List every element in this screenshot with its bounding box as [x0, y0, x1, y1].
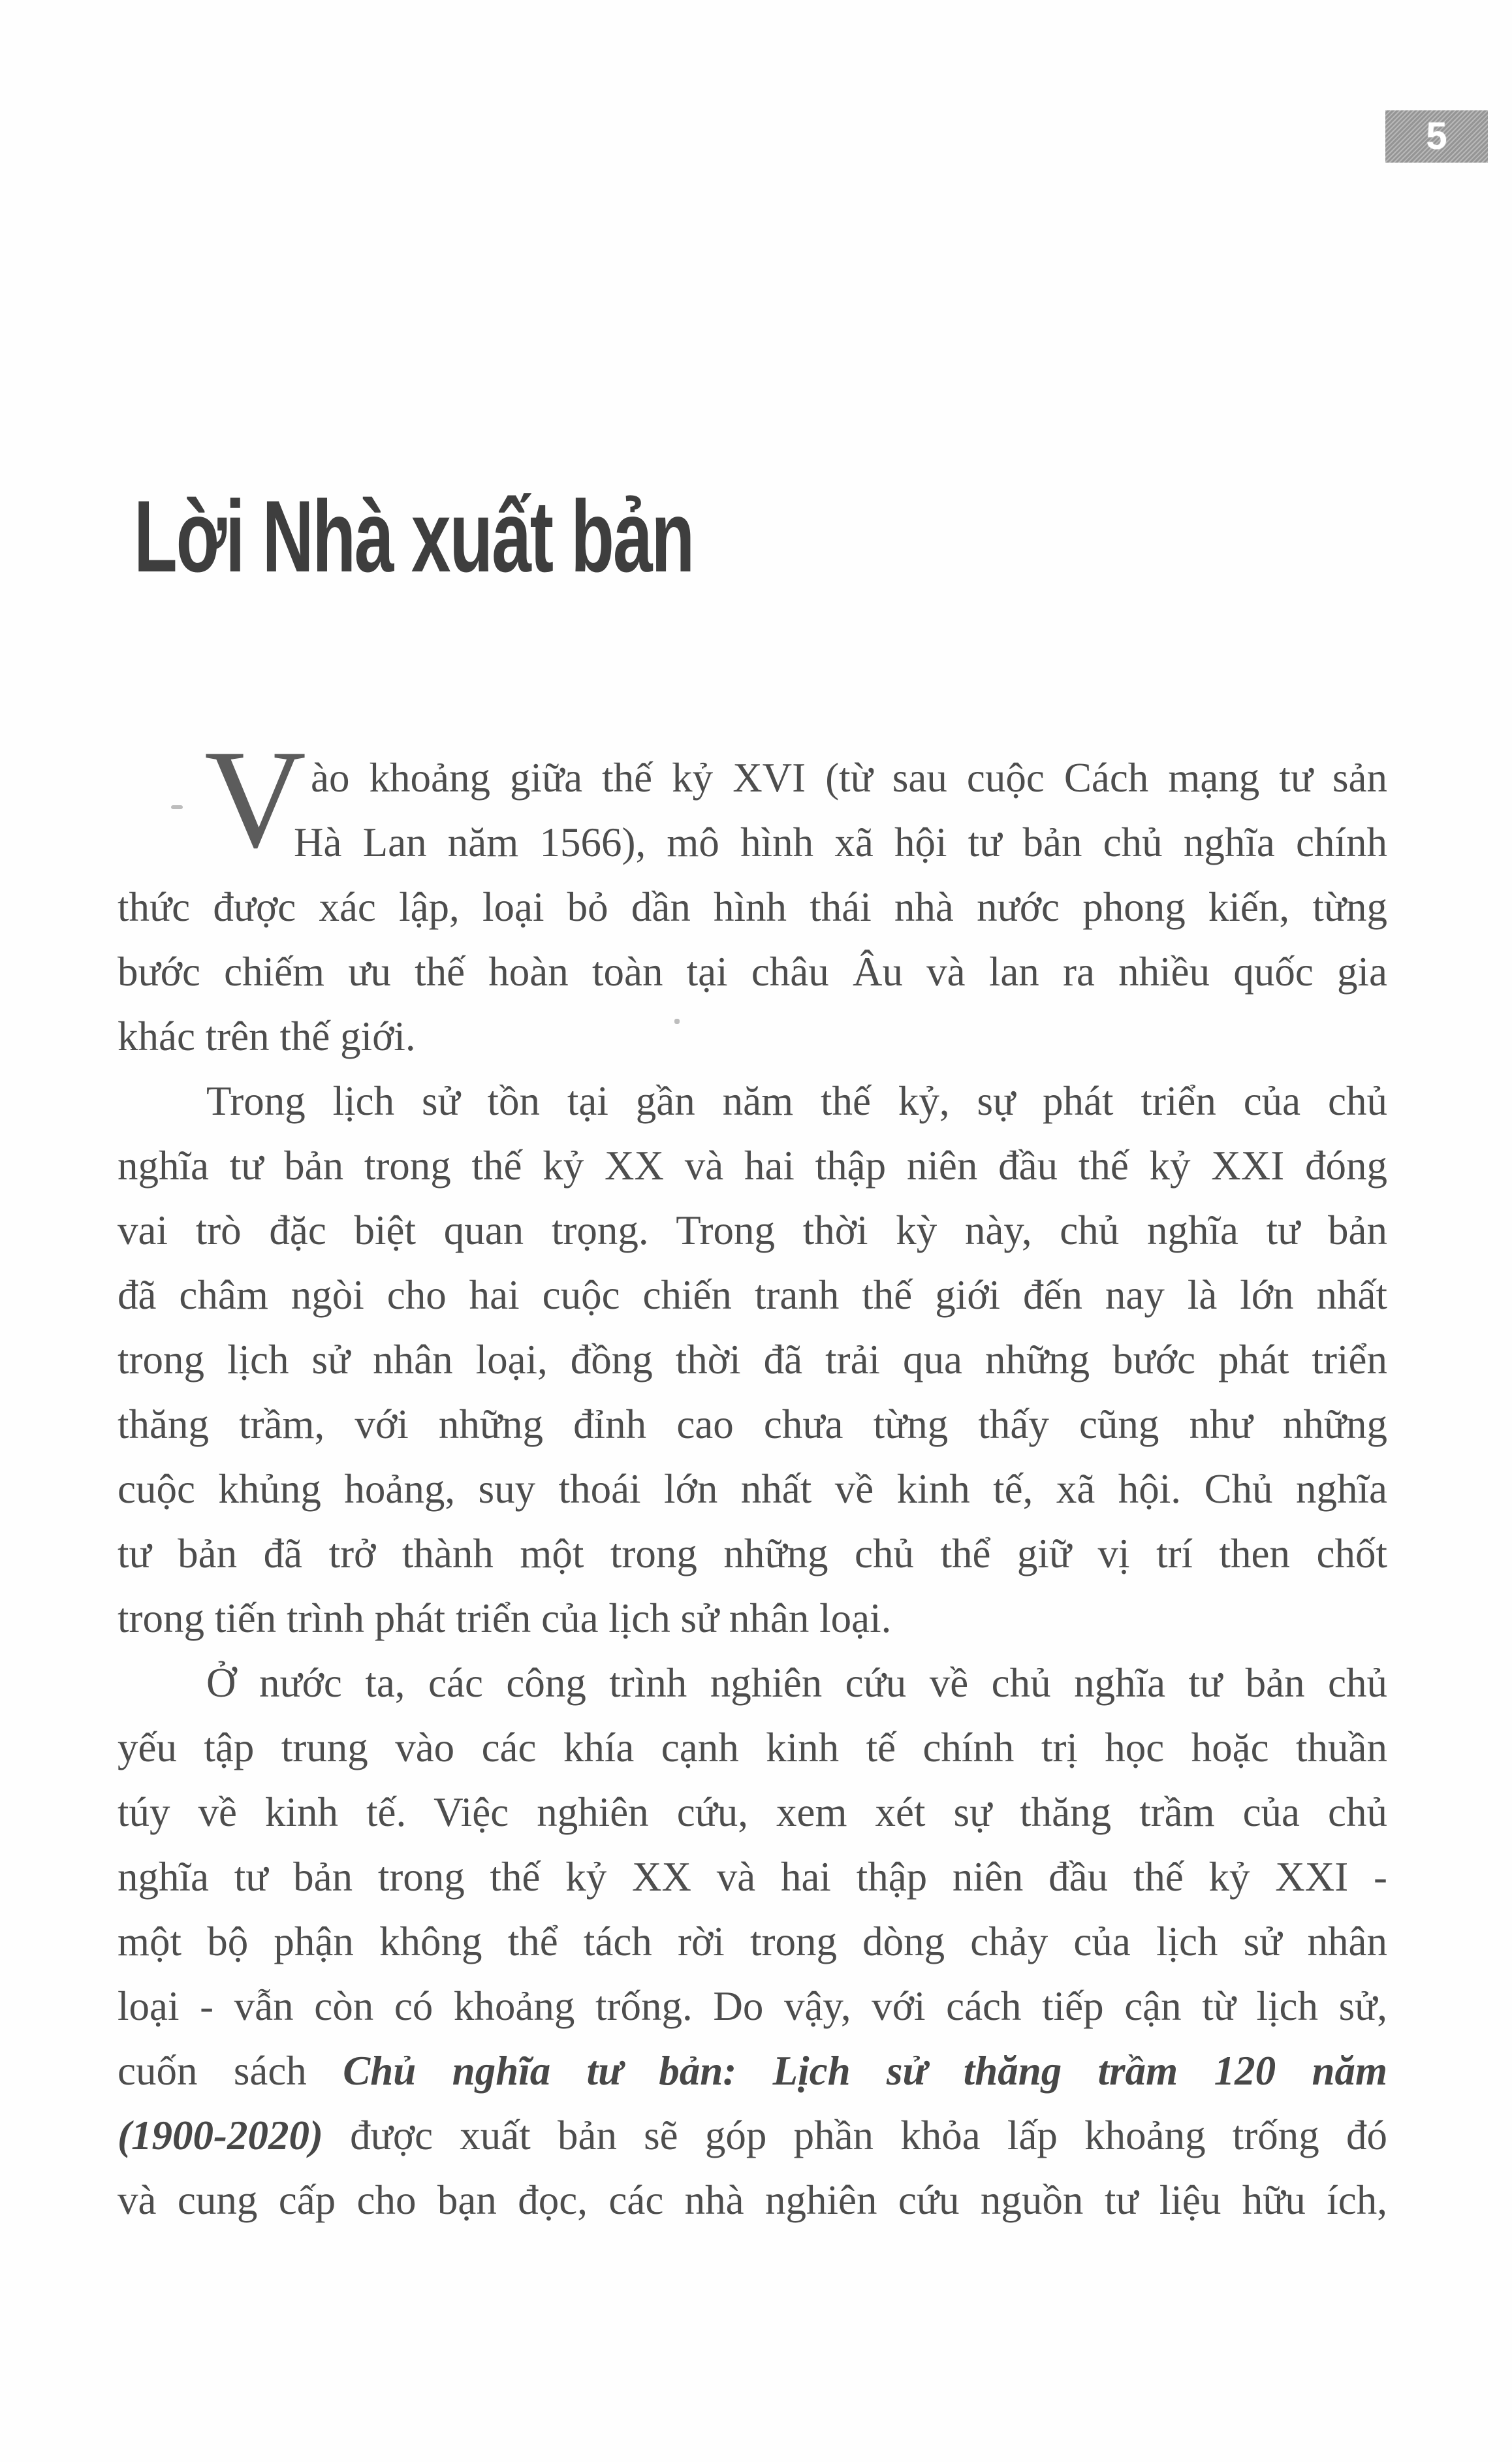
- paragraph-3: [118, 1651, 1387, 2233]
- text-line: Hà Lan năm 1566), mô hình xã hội tư bản chủ nghĩa chính: [294, 820, 1387, 865]
- dropcap-letter: V: [204, 721, 306, 877]
- text-line: Ở nước ta, các công trình nghiên cứu về chủ nghĩa tư bản chủ: [206, 1660, 1387, 1706]
- text-line: khác trên thế giới.: [118, 1014, 416, 1059]
- body-text: [118, 721, 1387, 2233]
- book-title-segment: (1900-2020): [118, 2113, 323, 2158]
- text-segment: được xuất bản sẽ góp phần khỏa lấp khoảng trống đó: [323, 2113, 1387, 2158]
- paragraph-1: [118, 721, 1387, 1069]
- text-line: ào khoảng giữa thế kỷ XVI (từ sau cuộc Cách mạng tư sản: [311, 755, 1387, 801]
- text-line: nghĩa tư bản trong thế kỷ XX và hai thập niên đầu thế kỷ XXI -: [118, 1854, 1387, 1900]
- text-line: loại - vẫn còn có khoảng trống. Do vậy, với cách tiếp cận từ lịch sử,: [118, 1983, 1387, 2029]
- text-line-with-book-title: [118, 2103, 1387, 2168]
- text-line: thăng trầm, với những đỉnh cao chưa từng thấy cũng như những: [118, 1401, 1387, 1447]
- text-line: và cung cấp cho bạn đọc, các nhà nghiên cứu nguồn tư liệu hữu ích,: [118, 2177, 1387, 2223]
- chapter-heading-text: Lời Nhà xuất bản: [134, 480, 694, 594]
- text-line: một bộ phận không thể tách rời trong dòng chảy của lịch sử nhân: [118, 1919, 1387, 1964]
- text-line: thức được xác lập, loại bỏ dần hình thái nhà nước phong kiến, từng: [118, 884, 1387, 930]
- text-line: đã châm ngòi cho hai cuộc chiến tranh thế giới đến nay là lớn nhất: [118, 1272, 1387, 1318]
- text-line: tư bản đã trở thành một trong những chủ thể giữ vị trí then chốt: [118, 1531, 1387, 1576]
- text-line: nghĩa tư bản trong thế kỷ XX và hai thập niên đầu thế kỷ XXI đóng: [118, 1143, 1387, 1189]
- text-line: Trong lịch sử tồn tại gần năm thế kỷ, sự phát triển của chủ: [206, 1078, 1387, 1124]
- text-line: túy về kinh tế. Việc nghiên cứu, xem xét sự thăng trầm của chủ: [118, 1789, 1387, 1835]
- text-line: vai trò đặc biệt quan trọng. Trong thời kỳ này, chủ nghĩa tư bản: [118, 1207, 1387, 1253]
- scan-artifact: [674, 1019, 680, 1024]
- text-line: yếu tập trung vào các khía cạnh kinh tế chính trị học hoặc thuần: [118, 1725, 1387, 1770]
- page-number-badge: [1385, 110, 1488, 163]
- chapter-heading: [134, 480, 933, 594]
- text-segment: cuốn sách: [118, 2048, 343, 2094]
- text-line: trong tiến trình phát triển của lịch sử nhân loại.: [118, 1595, 892, 1641]
- text-line: bước chiếm ưu thế hoàn toàn tại châu Âu và lan ra nhiều quốc gia: [118, 949, 1387, 995]
- book-title-segment: Chủ nghĩa tư bản: Lịch sử thăng trầm 120 năm: [343, 2048, 1387, 2094]
- text-line: cuộc khủng hoảng, suy thoái lớn nhất về kinh tế, xã hội. Chủ nghĩa: [118, 1466, 1387, 1512]
- text-line-with-book-title: [118, 2039, 1387, 2103]
- scan-artifact: [171, 805, 183, 809]
- paragraph-2: [118, 1069, 1387, 1651]
- text-line: trong lịch sử nhân loại, đồng thời đã trải qua những bước phát triển: [118, 1337, 1387, 1383]
- page-number: 5: [1426, 115, 1447, 157]
